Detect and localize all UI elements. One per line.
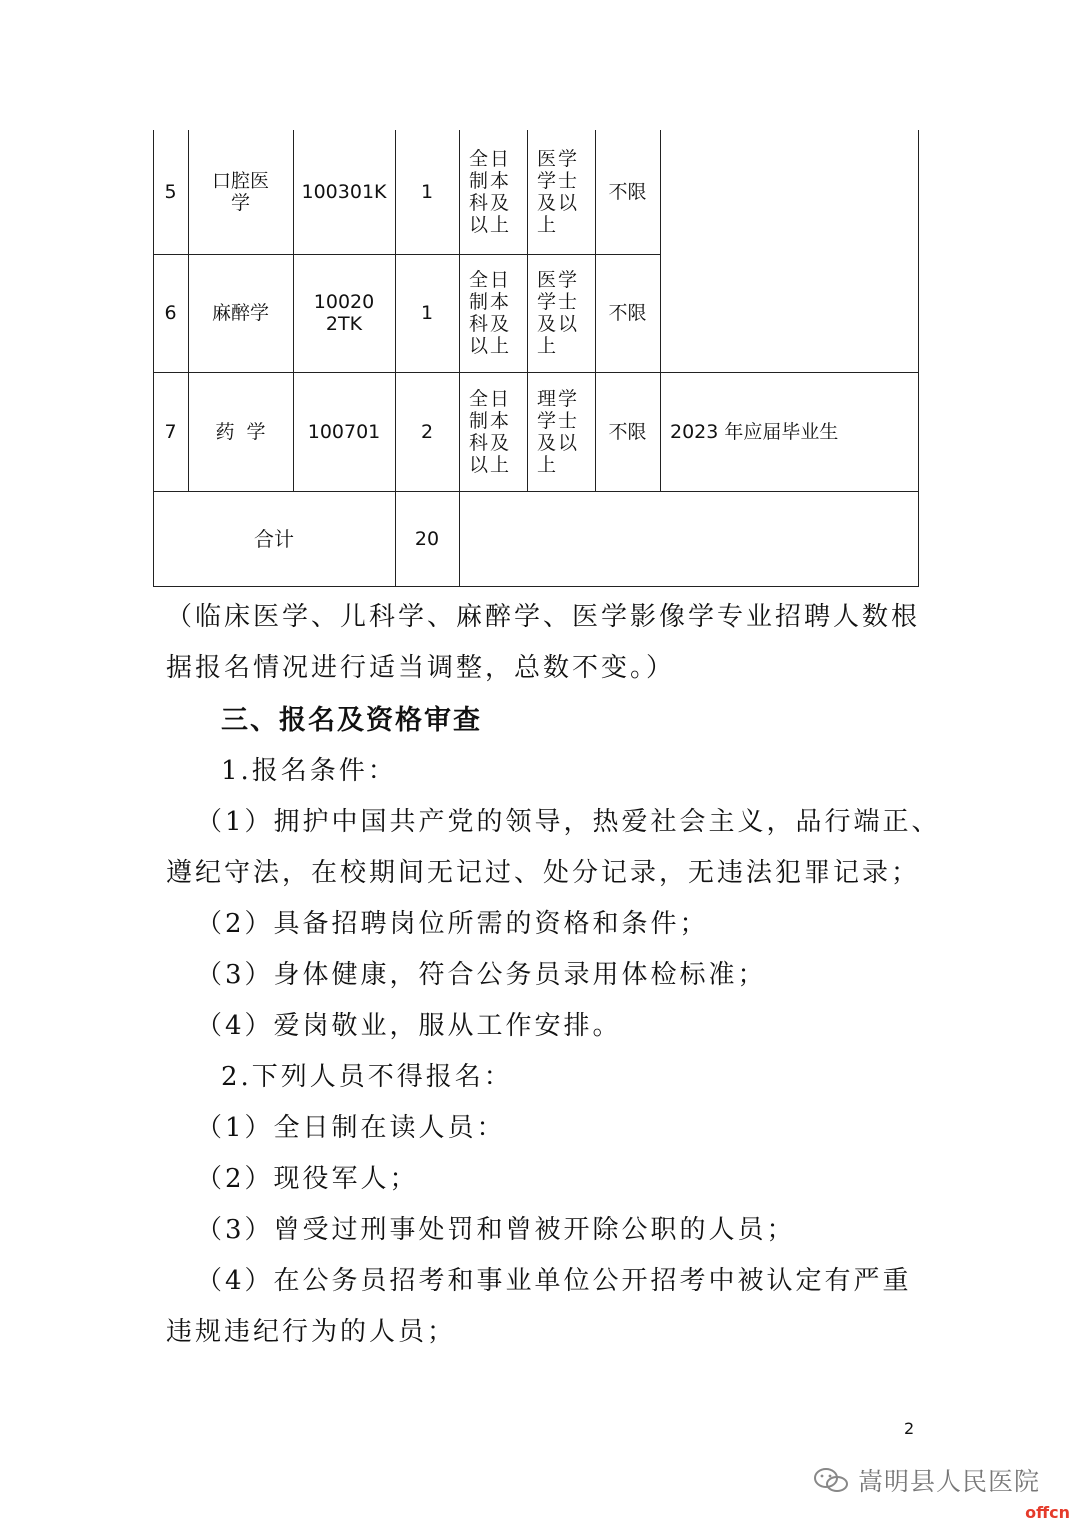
row-number: 6 [164, 302, 177, 324]
total-row [153, 491, 919, 586]
hospital-logo [812, 1462, 1040, 1498]
education-requirement: 全日制本科及以上 [469, 148, 512, 236]
degree-requirement: 医学学士及以上 [537, 148, 580, 236]
age-requirement: 不限 [608, 420, 647, 443]
hospital-name: 嵩明县人民医院 [858, 1467, 1041, 1496]
total-label: 合计 [254, 526, 294, 551]
table-row [153, 254, 919, 372]
age-requirement: 不限 [608, 302, 647, 324]
row-number: 7 [164, 420, 177, 443]
major-code: 100701 [307, 420, 381, 443]
exclusion-line-3: （3）曾受过刑事处罚和曾被开除公职的人员； [196, 1215, 796, 1245]
major-code: 100301K [301, 181, 387, 203]
condition-line-2: 遵纪守法，在校期间无记过、处分记录，无违法犯罪记录； [166, 858, 921, 888]
major-name: 药 学 [215, 420, 266, 443]
recruit-count: 2 [420, 420, 434, 443]
education-requirement: 全日制本科及以上 [469, 387, 512, 476]
recruit-count: 1 [420, 302, 434, 324]
condition-title: 1.报名条件： [221, 756, 397, 786]
total-value: 20 [414, 527, 440, 550]
note-line-1: （临床医学、儿科学、麻醉学、医学影像学专业招聘人数根 [166, 602, 921, 632]
recruitment-table [153, 130, 919, 587]
wechat-icon [812, 1466, 850, 1494]
exclusion-line-5: 违规违纪行为的人员； [166, 1317, 457, 1347]
exclusion-line-4: （4）在公务员招考和事业单位公开招考中被认定有严重 [196, 1266, 912, 1296]
condition-line-3: （2）具备招聘岗位所需的资格和条件； [196, 909, 709, 939]
education-requirement: 全日制本科及以上 [469, 269, 512, 357]
watermark: offcn [1025, 1503, 1070, 1522]
major-name: 麻醉学 [211, 302, 269, 324]
section-heading: 三、报名及资格审查 [221, 705, 482, 736]
other-requirement: 2023 年应届毕业生 [670, 420, 839, 443]
page-number: 2 [904, 1419, 915, 1438]
table-row [153, 372, 919, 491]
age-requirement: 不限 [608, 181, 647, 203]
row-number: 5 [164, 181, 177, 203]
note-line-2: 据报名情况进行适当调整，总数不变。） [166, 653, 676, 683]
condition-line-1: （1）拥护中国共产党的领导，热爱社会主义，品行端正、 [196, 807, 941, 837]
exclusion-line-2: （2）现役军人； [196, 1164, 419, 1194]
exclusion-line-1: （1）全日制在读人员： [196, 1113, 506, 1143]
table-row [153, 130, 919, 254]
condition-line-5: （4）爱岗敬业，服从工作安排。 [196, 1011, 622, 1041]
degree-requirement: 理学学士及以上 [537, 387, 580, 476]
major-code: 100202TK [313, 291, 375, 335]
degree-requirement: 医学学士及以上 [537, 269, 580, 357]
exclusion-title: 2.下列人员不得报名： [221, 1062, 513, 1092]
major-name: 口腔医学 [212, 170, 270, 214]
condition-line-4: （3）身体健康，符合公务员录用体检标准； [196, 960, 767, 990]
recruit-count: 1 [420, 181, 434, 203]
